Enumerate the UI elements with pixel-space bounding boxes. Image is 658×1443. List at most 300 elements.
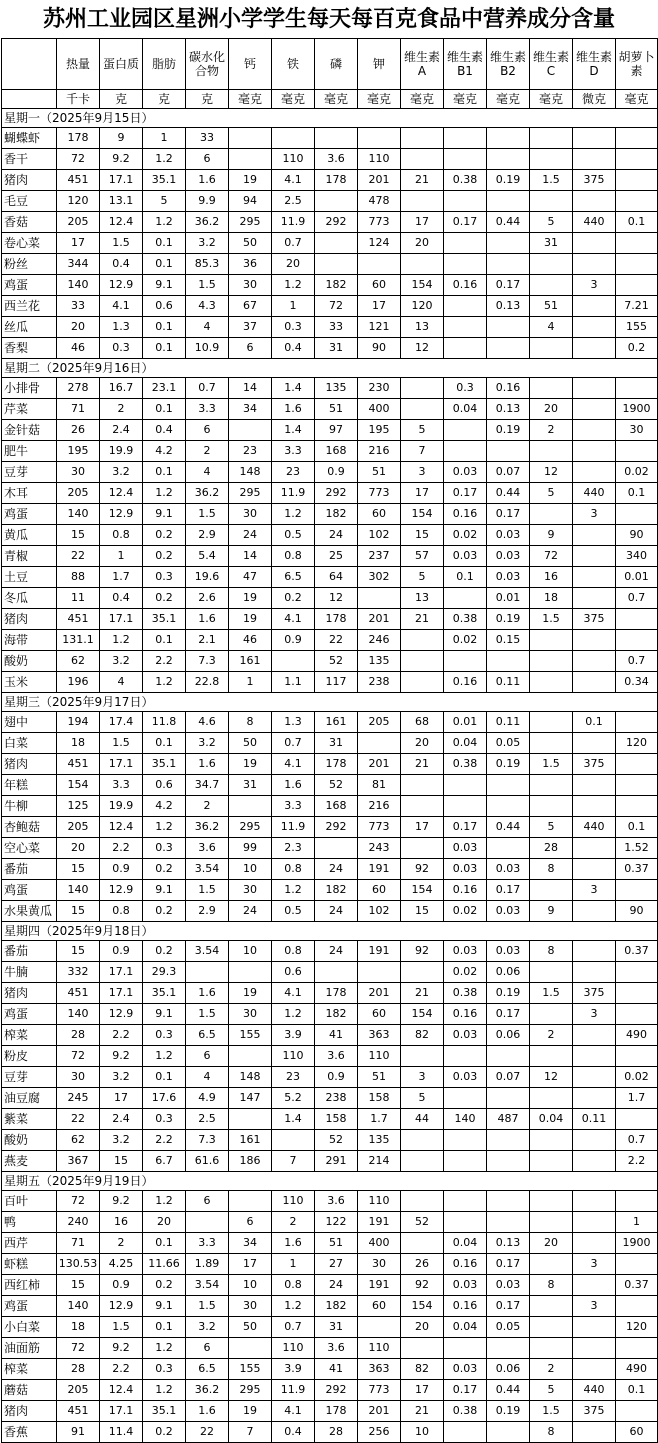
value-cell: 31: [530, 233, 573, 254]
value-cell: 31: [315, 1317, 358, 1338]
food-name-cell: 猪肉: [2, 983, 57, 1004]
value-cell: 214: [358, 1151, 401, 1172]
food-name-cell: 毛豆: [2, 191, 57, 212]
value-cell: 110: [272, 1338, 315, 1359]
value-cell: 110: [272, 1046, 315, 1067]
value-cell: 1.6: [272, 1233, 315, 1254]
value-cell: 0.01: [444, 712, 487, 733]
table-row: [2, 1212, 658, 1233]
value-cell: [530, 1317, 573, 1338]
value-cell: 9: [530, 901, 573, 922]
value-cell: 332: [57, 962, 100, 983]
value-cell: 1.5: [100, 1317, 143, 1338]
value-cell: 12.4: [100, 1380, 143, 1401]
value-cell: 168: [315, 796, 358, 817]
value-cell: 2.9: [186, 901, 229, 922]
value-cell: [530, 1254, 573, 1275]
value-cell: 17.1: [100, 754, 143, 775]
value-cell: 0.19: [487, 754, 530, 775]
value-cell: 19.6: [186, 567, 229, 588]
value-cell: 0.2: [616, 338, 658, 359]
value-cell: [487, 233, 530, 254]
unit-cell: 毫克: [530, 90, 573, 109]
value-cell: 0.8: [272, 1275, 315, 1296]
value-cell: 0.07: [487, 462, 530, 483]
unit-corner-cell: [2, 90, 57, 109]
value-cell: 451: [57, 170, 100, 191]
value-cell: 72: [315, 296, 358, 317]
column-header: 维生素D: [573, 39, 616, 90]
value-cell: [573, 1317, 616, 1338]
value-cell: [401, 378, 444, 399]
value-cell: [272, 1130, 315, 1151]
value-cell: [401, 1233, 444, 1254]
value-cell: 92: [401, 1275, 444, 1296]
value-cell: [487, 1130, 530, 1151]
value-cell: [487, 128, 530, 149]
value-cell: [573, 338, 616, 359]
value-cell: 44: [401, 1109, 444, 1130]
value-cell: 0.1: [143, 630, 186, 651]
value-cell: [573, 546, 616, 567]
value-cell: [229, 796, 272, 817]
value-cell: [229, 1338, 272, 1359]
value-cell: 3.2: [100, 462, 143, 483]
column-header-row: [2, 39, 658, 90]
value-cell: 15: [57, 859, 100, 880]
value-cell: 17.1: [100, 983, 143, 1004]
value-cell: 135: [358, 1130, 401, 1151]
value-cell: 182: [315, 880, 358, 901]
value-cell: [530, 254, 573, 275]
value-cell: 0.1: [143, 733, 186, 754]
value-cell: 1.5: [186, 880, 229, 901]
value-cell: 0.8: [272, 941, 315, 962]
value-cell: 0.2: [143, 1422, 186, 1443]
table-row: [2, 775, 658, 796]
value-cell: 0.02: [444, 901, 487, 922]
value-cell: 440: [573, 1380, 616, 1401]
value-cell: 0.2: [143, 1275, 186, 1296]
value-cell: 0.7: [272, 733, 315, 754]
value-cell: 11.9: [272, 212, 315, 233]
value-cell: 0.6: [143, 296, 186, 317]
value-cell: [530, 672, 573, 693]
value-cell: [573, 233, 616, 254]
food-name-cell: 海带: [2, 630, 57, 651]
value-cell: [616, 880, 658, 901]
value-cell: 13.1: [100, 191, 143, 212]
value-cell: 124: [358, 233, 401, 254]
value-cell: 29.3: [143, 962, 186, 983]
value-cell: [444, 1151, 487, 1172]
value-cell: 6: [186, 1338, 229, 1359]
value-cell: 0.06: [487, 1359, 530, 1380]
column-header: 磷: [315, 39, 358, 90]
value-cell: 36.2: [186, 1380, 229, 1401]
value-cell: 51: [315, 1233, 358, 1254]
unit-cell: 千卡: [57, 90, 100, 109]
value-cell: 400: [358, 399, 401, 420]
value-cell: 19: [229, 983, 272, 1004]
value-cell: 291: [315, 1151, 358, 1172]
value-cell: 12.9: [100, 275, 143, 296]
table-row: [2, 254, 658, 275]
food-name-cell: 粉丝: [2, 254, 57, 275]
value-cell: [186, 962, 229, 983]
value-cell: 154: [57, 775, 100, 796]
value-cell: 178: [315, 1401, 358, 1422]
value-cell: 122: [315, 1212, 358, 1233]
value-cell: 1.5: [530, 1401, 573, 1422]
value-cell: 0.4: [143, 420, 186, 441]
value-cell: 1.2: [272, 880, 315, 901]
value-cell: 17.1: [100, 609, 143, 630]
value-cell: 8: [530, 859, 573, 880]
value-cell: 2: [100, 399, 143, 420]
table-row: [2, 1088, 658, 1109]
value-cell: 0.9: [315, 462, 358, 483]
value-cell: 186: [229, 1151, 272, 1172]
value-cell: [487, 1422, 530, 1443]
value-cell: [358, 254, 401, 275]
value-cell: 154: [401, 275, 444, 296]
value-cell: 110: [358, 1046, 401, 1067]
table-row: [2, 1422, 658, 1443]
value-cell: 23: [229, 441, 272, 462]
value-cell: 52: [315, 1130, 358, 1151]
unit-cell: 毫克: [616, 90, 658, 109]
value-cell: 24: [315, 901, 358, 922]
value-cell: 344: [57, 254, 100, 275]
value-cell: [530, 1151, 573, 1172]
value-cell: 0.2: [143, 525, 186, 546]
value-cell: 0.03: [487, 546, 530, 567]
value-cell: 375: [573, 609, 616, 630]
value-cell: [573, 796, 616, 817]
value-cell: 292: [315, 1380, 358, 1401]
unit-cell: 毫克: [487, 90, 530, 109]
value-cell: 0.03: [487, 859, 530, 880]
value-cell: 0.3: [272, 317, 315, 338]
value-cell: 33: [57, 296, 100, 317]
value-cell: 0.2: [272, 588, 315, 609]
value-cell: 15: [401, 901, 444, 922]
value-cell: 16: [530, 567, 573, 588]
value-cell: 35.1: [143, 983, 186, 1004]
value-cell: 2.1: [186, 630, 229, 651]
value-cell: [401, 1191, 444, 1212]
value-cell: 9: [100, 128, 143, 149]
value-cell: 20: [143, 1212, 186, 1233]
value-cell: [616, 233, 658, 254]
column-header: 胡萝卜素: [616, 39, 658, 90]
value-cell: 0.03: [444, 859, 487, 880]
value-cell: 0.03: [444, 1067, 487, 1088]
value-cell: 158: [315, 1109, 358, 1130]
value-cell: 1.2: [272, 504, 315, 525]
value-cell: 4.1: [272, 754, 315, 775]
value-cell: [444, 338, 487, 359]
food-name-cell: 榨菜: [2, 1359, 57, 1380]
value-cell: 0.1: [573, 712, 616, 733]
table-row: [2, 1046, 658, 1067]
value-cell: [401, 1151, 444, 1172]
value-cell: 140: [57, 880, 100, 901]
value-cell: 0.1: [143, 1067, 186, 1088]
value-cell: 17: [229, 1254, 272, 1275]
value-cell: 0.17: [487, 880, 530, 901]
value-cell: 3.6: [315, 1338, 358, 1359]
food-name-cell: 鸡蛋: [2, 1004, 57, 1025]
value-cell: 4: [100, 672, 143, 693]
unit-cell: 毫克: [315, 90, 358, 109]
food-name-cell: 鸡蛋: [2, 880, 57, 901]
value-cell: 12: [530, 1067, 573, 1088]
food-name-cell: 土豆: [2, 567, 57, 588]
page-title: 苏州工业园区星洲小学学生每天每百克食品中营养成分含量: [42, 6, 615, 32]
value-cell: 0.19: [487, 1401, 530, 1422]
value-cell: 3.3: [272, 796, 315, 817]
value-cell: 92: [401, 941, 444, 962]
value-cell: 0.37: [616, 941, 658, 962]
value-cell: 3: [573, 880, 616, 901]
value-cell: 3.6: [315, 1191, 358, 1212]
food-name-cell: 金针菇: [2, 420, 57, 441]
value-cell: 31: [315, 338, 358, 359]
value-cell: 14: [229, 546, 272, 567]
value-cell: [487, 1191, 530, 1212]
value-cell: [573, 1422, 616, 1443]
value-cell: 2.3: [272, 838, 315, 859]
value-cell: 1.5: [530, 983, 573, 1004]
value-cell: 11.4: [100, 1422, 143, 1443]
value-cell: 140: [57, 1004, 100, 1025]
value-cell: 7: [272, 1151, 315, 1172]
value-cell: 191: [358, 859, 401, 880]
value-cell: 178: [57, 128, 100, 149]
value-cell: 2: [100, 1233, 143, 1254]
table-row: [2, 1338, 658, 1359]
value-cell: 0.2: [143, 588, 186, 609]
value-cell: [358, 733, 401, 754]
value-cell: [487, 338, 530, 359]
value-cell: [573, 1151, 616, 1172]
value-cell: 0.19: [487, 420, 530, 441]
value-cell: 3.2: [186, 233, 229, 254]
value-cell: [272, 651, 315, 672]
value-cell: 0.19: [487, 983, 530, 1004]
value-cell: 10: [401, 1422, 444, 1443]
value-cell: 15: [57, 1275, 100, 1296]
value-cell: 117: [315, 672, 358, 693]
value-cell: 11.8: [143, 712, 186, 733]
value-cell: 1900: [616, 399, 658, 420]
value-cell: 0.16: [444, 1004, 487, 1025]
value-cell: 110: [272, 1191, 315, 1212]
value-cell: 0.2: [143, 546, 186, 567]
value-cell: 2: [186, 796, 229, 817]
value-cell: 91: [57, 1422, 100, 1443]
value-cell: 3.3: [100, 775, 143, 796]
value-cell: 0.7: [272, 233, 315, 254]
value-cell: 0.16: [444, 504, 487, 525]
table-row: [2, 504, 658, 525]
value-cell: 19: [229, 588, 272, 609]
value-cell: [573, 378, 616, 399]
value-cell: 1: [143, 128, 186, 149]
value-cell: 21: [401, 170, 444, 191]
value-cell: 191: [358, 1212, 401, 1233]
value-cell: 26: [401, 1254, 444, 1275]
value-cell: 0.16: [444, 275, 487, 296]
table-row: [2, 838, 658, 859]
value-cell: 3.2: [186, 733, 229, 754]
value-cell: [229, 1046, 272, 1067]
value-cell: 1.5: [530, 609, 573, 630]
value-cell: 1.5: [530, 170, 573, 191]
value-cell: 3.6: [315, 149, 358, 170]
value-cell: 451: [57, 609, 100, 630]
value-cell: 1.6: [186, 1401, 229, 1422]
value-cell: 110: [358, 1338, 401, 1359]
value-cell: [530, 796, 573, 817]
column-header: 脂肪: [143, 39, 186, 90]
value-cell: [616, 275, 658, 296]
value-cell: 3.2: [186, 1317, 229, 1338]
value-cell: [444, 1130, 487, 1151]
column-header: 铁: [272, 39, 315, 90]
food-name-cell: 冬瓜: [2, 588, 57, 609]
header-corner-cell: [2, 39, 57, 90]
value-cell: 195: [358, 420, 401, 441]
value-cell: [315, 128, 358, 149]
food-name-cell: 年糕: [2, 775, 57, 796]
value-cell: 71: [57, 399, 100, 420]
value-cell: 0.9: [100, 941, 143, 962]
value-cell: 5: [530, 817, 573, 838]
value-cell: 16.7: [100, 378, 143, 399]
value-cell: 51: [315, 399, 358, 420]
value-cell: 2: [272, 1212, 315, 1233]
value-cell: 19: [229, 170, 272, 191]
value-cell: 490: [616, 1359, 658, 1380]
value-cell: [401, 775, 444, 796]
value-cell: 8: [530, 1275, 573, 1296]
value-cell: 51: [530, 296, 573, 317]
value-cell: 182: [315, 504, 358, 525]
value-cell: 205: [57, 1380, 100, 1401]
value-cell: 0.2: [143, 859, 186, 880]
value-cell: 0.9: [272, 630, 315, 651]
value-cell: [401, 1046, 444, 1067]
value-cell: 102: [358, 901, 401, 922]
food-name-cell: 香梨: [2, 338, 57, 359]
value-cell: 17: [401, 817, 444, 838]
food-name-cell: 水果黄瓜: [2, 901, 57, 922]
table-row: [2, 983, 658, 1004]
value-cell: [530, 733, 573, 754]
value-cell: 1.6: [186, 983, 229, 1004]
value-cell: 120: [57, 191, 100, 212]
value-cell: 6: [186, 1046, 229, 1067]
value-cell: 216: [358, 441, 401, 462]
value-cell: 130.53: [57, 1254, 100, 1275]
value-cell: 0.03: [487, 901, 530, 922]
value-cell: 0.04: [444, 1317, 487, 1338]
table-row: [2, 588, 658, 609]
food-name-cell: 青椒: [2, 546, 57, 567]
food-name-cell: 白菜: [2, 733, 57, 754]
value-cell: 11.9: [272, 1380, 315, 1401]
value-cell: [229, 420, 272, 441]
value-cell: 2.2: [143, 651, 186, 672]
value-cell: 19.9: [100, 796, 143, 817]
value-cell: 196: [57, 672, 100, 693]
value-cell: 375: [573, 983, 616, 1004]
value-cell: 35.1: [143, 170, 186, 191]
value-cell: 36: [229, 254, 272, 275]
value-cell: 30: [229, 275, 272, 296]
value-cell: 82: [401, 1025, 444, 1046]
food-name-cell: 鸡蛋: [2, 504, 57, 525]
value-cell: 0.11: [573, 1109, 616, 1130]
value-cell: 216: [358, 796, 401, 817]
value-cell: 92: [401, 859, 444, 880]
value-cell: 140: [57, 275, 100, 296]
value-cell: 451: [57, 983, 100, 1004]
value-cell: 7: [401, 441, 444, 462]
column-header: 蛋白质: [100, 39, 143, 90]
value-cell: 0.17: [487, 1004, 530, 1025]
value-cell: [401, 796, 444, 817]
value-cell: [616, 1004, 658, 1025]
value-cell: 195: [57, 441, 100, 462]
value-cell: 5.2: [272, 1088, 315, 1109]
value-cell: [530, 962, 573, 983]
day-header-row: [2, 693, 658, 712]
value-cell: 5: [143, 191, 186, 212]
food-name-cell: 猪肉: [2, 1401, 57, 1422]
table-row: [2, 817, 658, 838]
value-cell: [530, 1046, 573, 1067]
value-cell: 1.5: [186, 504, 229, 525]
value-cell: 6: [186, 420, 229, 441]
value-cell: 36.2: [186, 212, 229, 233]
value-cell: [573, 567, 616, 588]
value-cell: 102: [358, 525, 401, 546]
value-cell: 28: [315, 1422, 358, 1443]
value-cell: [401, 191, 444, 212]
value-cell: 340: [616, 546, 658, 567]
value-cell: [401, 399, 444, 420]
value-cell: 4.2: [143, 796, 186, 817]
value-cell: [616, 1338, 658, 1359]
value-cell: 243: [358, 838, 401, 859]
value-cell: 292: [315, 483, 358, 504]
value-cell: 487: [487, 1109, 530, 1130]
value-cell: 278: [57, 378, 100, 399]
value-cell: 0.6: [143, 775, 186, 796]
value-cell: 205: [57, 817, 100, 838]
value-cell: 72: [57, 149, 100, 170]
value-cell: [444, 254, 487, 275]
value-cell: 30: [57, 462, 100, 483]
table-row: [2, 441, 658, 462]
value-cell: 3: [573, 504, 616, 525]
value-cell: 5: [401, 567, 444, 588]
value-cell: [444, 1191, 487, 1212]
